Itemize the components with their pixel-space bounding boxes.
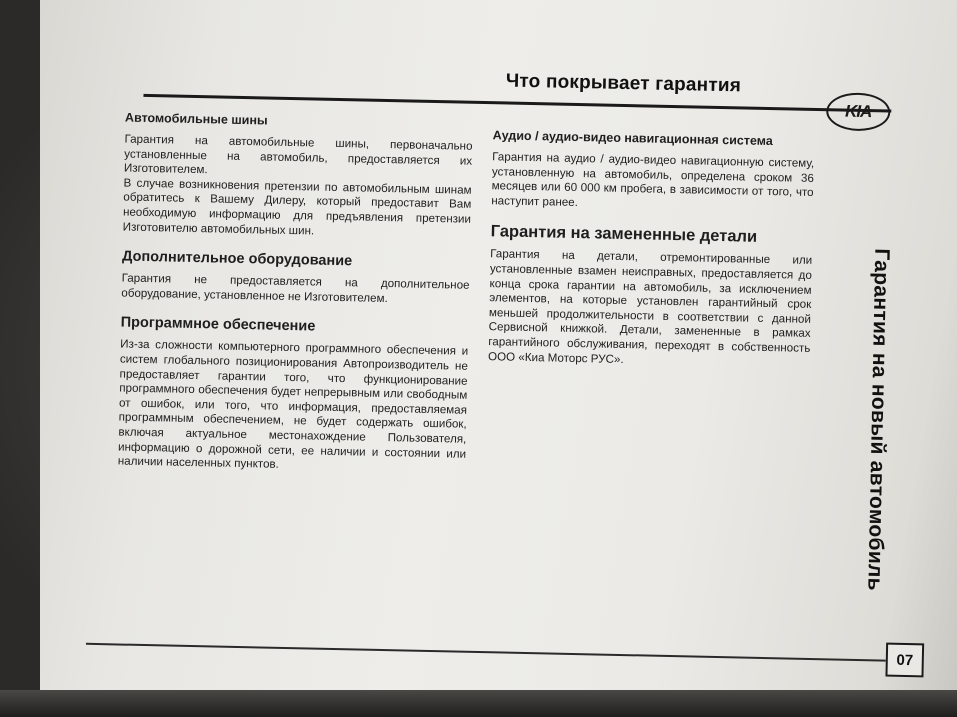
tires-text-2: В случае возникновения претензии по автомобильным шинам обратитесь к Вашему Дилеру, который предоставит Вам необходимую информацию для предъявления претензии Изготовителю автомобильных шин. xyxy=(122,176,472,238)
audio-text: Гарантия на аудио / аудио-видео навигационную систему, установленную на автомобиль, определена сроком 36 месяцев или 60 000 км пробега, в зависимости от того, что наступит ранее. xyxy=(491,150,815,209)
header-divider xyxy=(143,94,891,113)
table-surface xyxy=(0,690,957,717)
manual-page xyxy=(40,0,957,700)
side-tab xyxy=(856,248,898,629)
kia-logo: KIA xyxy=(826,92,891,131)
software-section xyxy=(118,315,469,477)
left-column xyxy=(117,111,473,491)
footer-divider xyxy=(86,643,886,661)
tires-text: Гарантия на автомобильные шины, первоначально установленные на автомобиль, предоставляется их Изготовителем. xyxy=(123,132,473,177)
software-text: Из-за сложности компьютерного программного обеспечения и систем глобального позиционирования Автопроизводитель не предоставляет гарантии того, что функционирование программного обеспечения будет непрерывным или свободным от ошибок, или того, что информация, предоставляемая программным обеспечением, не будет содержать ошибок, включая актуальное местонахождение Пользователя, информацию о дорожной сети, ее наличии и состоянии или наличии населенных пунктов. xyxy=(117,337,469,471)
replaced-parts-text: Гарантия на детали, отремонтированные или установленные взамен неисправных, предоставляется до конца срока гарантии на автомобиль, за исключением элементов, на которые установлен гарантийный срок меньшей продолжительности в соответствии с данной Сервисной книжкой. Детали, замененные в рамках гарантийного обслуживания, переходят в собственность ООО «Киа Моторс РУС». xyxy=(487,247,813,366)
page-title: Что покрывает гарантия xyxy=(505,70,742,97)
tires-heading: Автомобильные шины xyxy=(124,110,268,128)
software-heading: Программное обеспечение xyxy=(120,314,316,335)
page-number: 07 xyxy=(885,643,924,678)
replaced-parts-heading: Гарантия на замененные детали xyxy=(490,222,758,247)
audio-section xyxy=(491,128,815,215)
tires-section xyxy=(123,111,474,242)
equipment-section xyxy=(121,249,470,308)
equipment-heading: Дополнительное оборудование xyxy=(121,248,353,270)
page-content xyxy=(40,0,957,700)
equipment-text: Гарантия не предоставляется на дополнительное оборудование, установленное не Изготовителем. xyxy=(121,271,470,305)
replaced-parts-section xyxy=(488,223,813,371)
side-tab-label: Гарантия на новый автомобиль xyxy=(863,248,894,592)
right-column xyxy=(488,128,815,385)
audio-heading: Аудио / аудио-видео навигационная система xyxy=(492,128,773,149)
